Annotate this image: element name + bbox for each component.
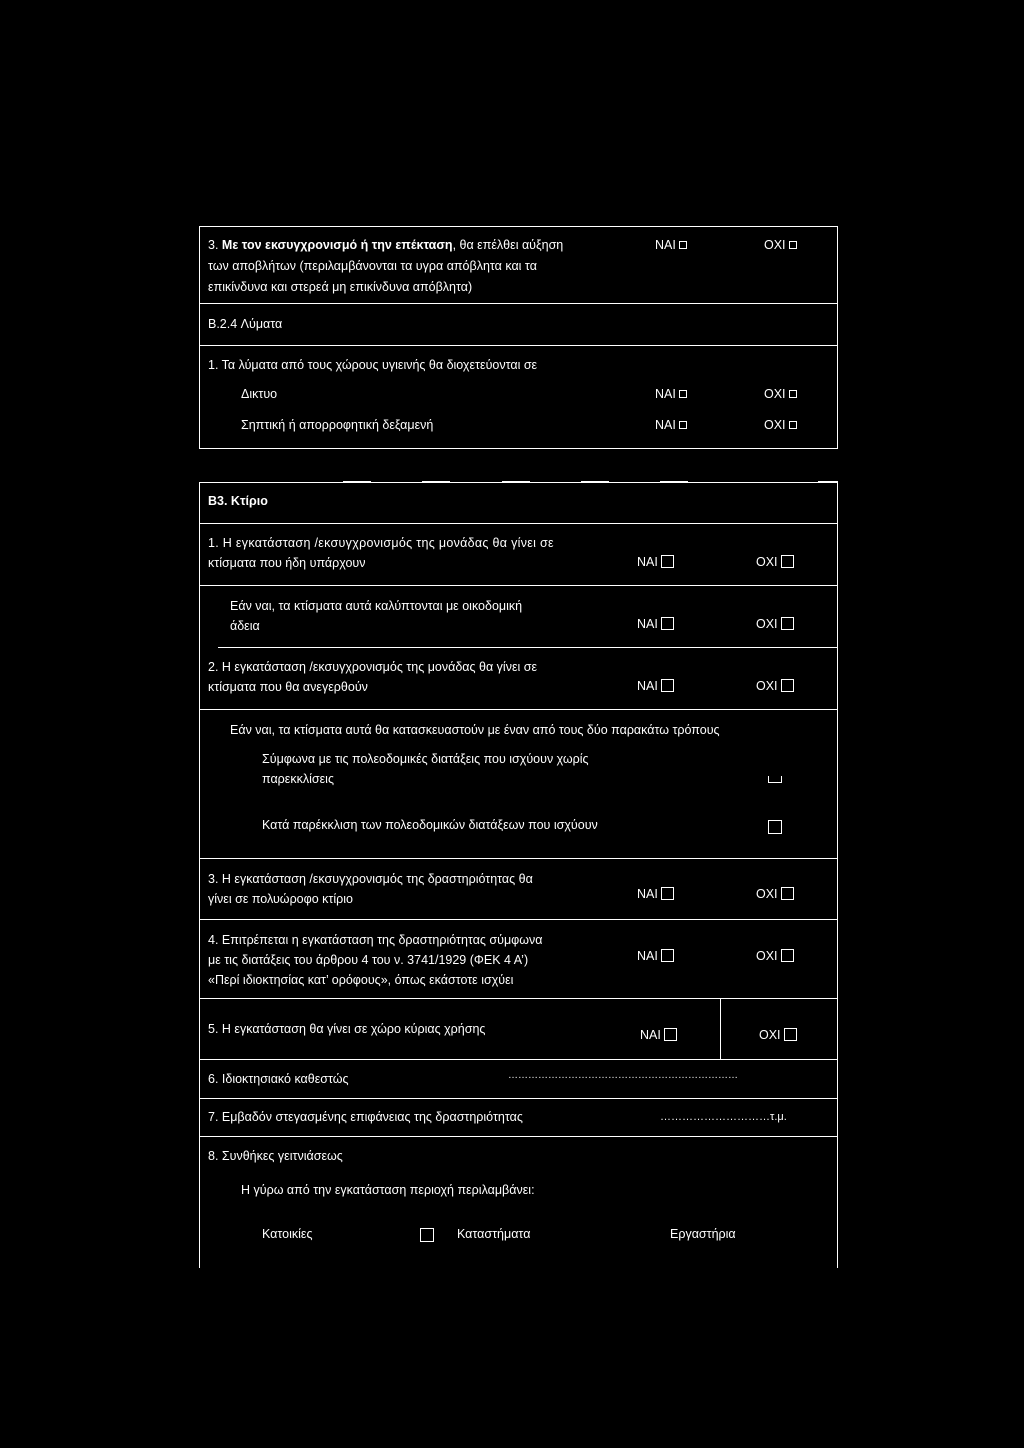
option-checkbox[interactable] (768, 776, 782, 783)
decorative-dash (343, 481, 371, 483)
neighbour-workshops-label: Εργαστήρια (670, 1227, 736, 1241)
sewage-network-label: Δικτυο (241, 387, 278, 401)
building-q5: 5. Η εγκατάσταση θα γίνει σε χώρο κύριας χρήσης (208, 1022, 486, 1036)
table-border (199, 482, 200, 1268)
building-q2-sub: Εάν ναι, τα κτίσματα αυτά θα κατασκευαστούν με έναν από τους δύο παρακάτω τρόπους (230, 723, 720, 737)
sewage-q1: 1. Τα λύματα από τους χώρους υγιεινής θα διοχετεύονται σε (208, 358, 538, 372)
building-q4-line1: 4. Επιτρέπεται η εγκατάσταση της δραστηριότητας σύμφωνα (208, 933, 543, 947)
yes-checkbox[interactable]: ΝΑΙ (637, 676, 674, 696)
yes-checkbox[interactable]: ΝΑΙ (637, 552, 674, 572)
decorative-dash (660, 481, 688, 483)
yes-checkbox[interactable]: ΝΑΙ (640, 1025, 677, 1045)
no-checkbox[interactable]: ΟΧΙ (764, 415, 797, 435)
decorative-dash (502, 481, 530, 483)
checkbox-icon (661, 887, 674, 900)
checkbox-icon (661, 555, 674, 568)
no-checkbox[interactable]: ΟΧΙ (756, 946, 794, 966)
table-border (199, 448, 838, 449)
decorative-dash (581, 481, 609, 483)
table-border (199, 858, 838, 859)
no-checkbox[interactable]: ΟΧΙ (756, 884, 794, 904)
building-q3-line1: 3. Η εγκατάσταση /εκσυγχρονισμός της δραστηριότητας θα (208, 872, 533, 886)
building-q8: 8. Συνθήκες γειτνιάσεως (208, 1149, 343, 1163)
q3-waste-line2: των αποβλήτων (περιλαμβάνονται τα υγρα απόβλητα και τα (208, 259, 537, 273)
building-q7: 7. Εμβαδόν στεγασμένης επιφάνειας της δραστηριότητας (208, 1110, 523, 1124)
area-fill-field[interactable]: …………………………τ.μ. (660, 1111, 787, 1123)
building-q2-line1: 2. Η εγκατάσταση /εκσυγχρονισμός της μονάδας θα γίνει σε (208, 660, 538, 674)
yes-checkbox[interactable]: ΝΑΙ (637, 884, 674, 904)
building-q2-opt1-line1: Σύμφωνα με τις πολεοδομικές διατάξεις που ισχύουν χωρίς (262, 752, 589, 766)
yes-checkbox[interactable]: ΝΑΙ (637, 946, 674, 966)
table-border (837, 482, 838, 1268)
ownership-fill-field[interactable]: …………………………………………………………… (508, 1070, 738, 1081)
no-checkbox[interactable]: ΟΧΙ (756, 676, 794, 696)
building-q4-line2: με τις διατάξεις του άρθρου 4 του ν. 3741/1929 (ΦΕΚ 4 Α’) (208, 953, 529, 967)
no-checkbox[interactable]: ΟΧΙ (759, 1025, 797, 1045)
table-border (199, 919, 838, 920)
building-q2-opt1-line2: παρεκκλίσεις (262, 772, 334, 786)
checkbox-icon (781, 555, 794, 568)
table-border (199, 1059, 838, 1060)
checkbox-icon (781, 679, 794, 692)
section-heading-building: B3. Κτίριο (208, 494, 268, 508)
checkbox-icon (784, 1028, 797, 1041)
checkbox-icon (661, 617, 674, 630)
decorative-dash (818, 481, 838, 483)
checkbox-icon (789, 390, 797, 398)
building-q4-line3: «Περί ιδιοκτησίας κατ’ ορόφους», όπως εκάστοτε ισχύει (208, 973, 514, 987)
table-border (199, 303, 838, 304)
table-border (199, 345, 838, 346)
table-border (199, 585, 838, 586)
table-border (199, 523, 838, 524)
checkbox-icon (661, 679, 674, 692)
table-border (199, 226, 838, 227)
table-border (199, 1098, 838, 1099)
building-q6: 6. Ιδιοκτησιακό καθεστώς (208, 1072, 349, 1086)
yes-checkbox[interactable]: ΝΑΙ (637, 614, 674, 634)
table-border (199, 709, 838, 710)
yes-checkbox[interactable]: ΝΑΙ (655, 235, 687, 255)
checkbox-icon (781, 617, 794, 630)
yes-checkbox[interactable]: ΝΑΙ (655, 415, 687, 435)
building-q2-opt2: Κατά παρέκκλιση των πολεοδομικών διατάξεων που ισχύουν (262, 818, 598, 832)
checkbox-icon (781, 949, 794, 962)
checkbox-icon (789, 241, 797, 249)
q3-waste-line1: 3. Με τον εκσυγχρονισμό ή την επέκταση, θα επέλθει αύξηση (208, 238, 564, 252)
building-q8-sub: Η γύρω από την εγκατάσταση περιοχή περιλαμβάνει: (241, 1183, 535, 1197)
checkbox-icon (781, 887, 794, 900)
neighbour-homes-label: Κατοικίες (262, 1227, 313, 1241)
building-q1-line1: 1. Η εγκατάσταση /εκσυγχρονισμός της μονάδας θα γίνει σε (208, 536, 554, 550)
no-checkbox[interactable]: ΟΧΙ (764, 384, 797, 404)
building-q2-line2: κτίσματα που θα ανεγερθούν (208, 680, 368, 694)
table-border (720, 998, 721, 1059)
checkbox-icon (661, 949, 674, 962)
building-q3-line2: γίνει σε πολυώροφο κτίριο (208, 892, 353, 906)
checkbox-icon (679, 390, 687, 398)
no-checkbox[interactable]: ΟΧΙ (764, 235, 797, 255)
checkbox-icon (789, 421, 797, 429)
neighbour-homes-checkbox[interactable] (420, 1228, 434, 1242)
section-heading-sewage: B.2.4 Λύματα (208, 317, 283, 331)
table-border (837, 226, 838, 449)
building-q1-sub-line2: άδεια (230, 619, 260, 633)
table-border (199, 1136, 838, 1137)
no-checkbox[interactable]: ΟΧΙ (756, 552, 794, 572)
option-checkbox[interactable] (768, 820, 782, 834)
table-border (199, 998, 838, 999)
yes-checkbox[interactable]: ΝΑΙ (655, 384, 687, 404)
checkbox-icon (679, 241, 687, 249)
no-checkbox[interactable]: ΟΧΙ (756, 614, 794, 634)
decorative-dash (422, 481, 450, 483)
building-q1-sub-line1: Εάν ναι, τα κτίσματα αυτά καλύπτονται με οικοδομική (230, 599, 523, 613)
checkbox-icon (664, 1028, 677, 1041)
building-q1-line2: κτίσματα που ήδη υπάρχουν (208, 556, 366, 570)
table-border (199, 226, 200, 449)
table-border (218, 647, 838, 648)
neighbour-shops-label: Καταστήματα (457, 1227, 531, 1241)
q3-waste-line3: επικίνδυνα και στερεά μη επικίνδυνα απόβλητα) (208, 280, 473, 294)
sewage-septic-label: Σηπτική ή απορροφητική δεξαμενή (241, 418, 434, 432)
checkbox-icon (679, 421, 687, 429)
